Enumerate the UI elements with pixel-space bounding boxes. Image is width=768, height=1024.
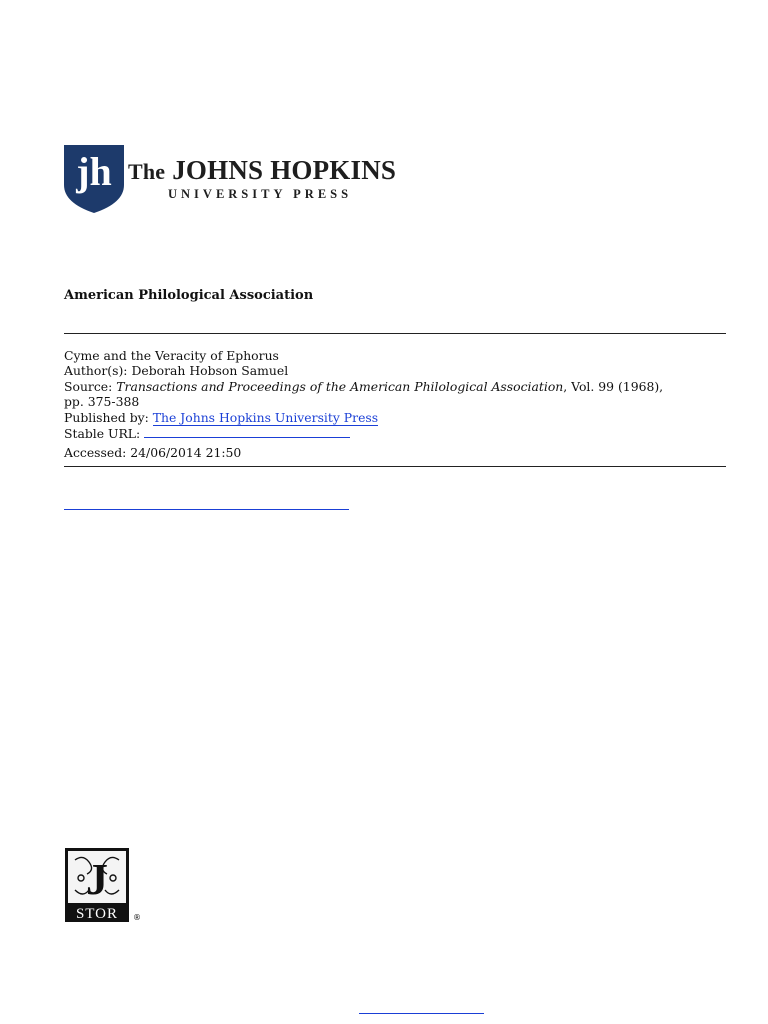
source-volume: , Vol. 99 (1968), bbox=[563, 378, 664, 394]
source-label: Source: bbox=[64, 378, 113, 394]
source-pages: pp. 375-388 bbox=[64, 394, 140, 410]
stable-url-label: Stable URL: bbox=[64, 426, 141, 442]
footer-link-line[interactable] bbox=[359, 1013, 484, 1014]
published-label: Published by: bbox=[64, 409, 149, 425]
stable-url-line bbox=[64, 425, 728, 441]
author-value: Deborah Hobson Samuel bbox=[131, 363, 289, 379]
press-name bbox=[128, 157, 396, 185]
source-journal: Transactions and Proceedings of the American Philological Association bbox=[116, 378, 564, 394]
top-divider bbox=[64, 333, 726, 334]
svg-text:STOR: STOR bbox=[75, 906, 119, 922]
author-label: Author(s): bbox=[64, 363, 128, 379]
press-name-main: JOHNS HOPKINS bbox=[172, 155, 397, 185]
jh-shield-icon bbox=[64, 145, 124, 213]
published-line bbox=[64, 410, 728, 425]
bottom-divider bbox=[64, 466, 726, 467]
jstor-mark-icon bbox=[65, 848, 129, 922]
johns-hopkins-press-logo bbox=[64, 145, 396, 213]
jstor-logo bbox=[65, 848, 129, 922]
citation-block bbox=[64, 348, 728, 461]
svg-text:J: J bbox=[86, 855, 108, 904]
stable-url-link[interactable] bbox=[144, 425, 350, 438]
article-title: Cyme and the Veracity of Ephorus bbox=[64, 348, 279, 363]
press-name-sub: UNIVERSITY PRESS bbox=[168, 187, 353, 201]
accessed-date: Accessed: 24/06/2014 21:50 bbox=[64, 445, 242, 461]
terms-link-line[interactable] bbox=[64, 509, 349, 510]
source-line bbox=[64, 379, 728, 394]
registered-mark: ® bbox=[133, 913, 141, 922]
svg-text:jh: jh bbox=[76, 149, 112, 194]
press-name-the: The bbox=[128, 159, 166, 184]
publisher-heading: American Philological Association bbox=[64, 288, 314, 303]
publisher-link[interactable]: The Johns Hopkins University Press bbox=[152, 409, 379, 425]
author-line bbox=[64, 363, 728, 378]
